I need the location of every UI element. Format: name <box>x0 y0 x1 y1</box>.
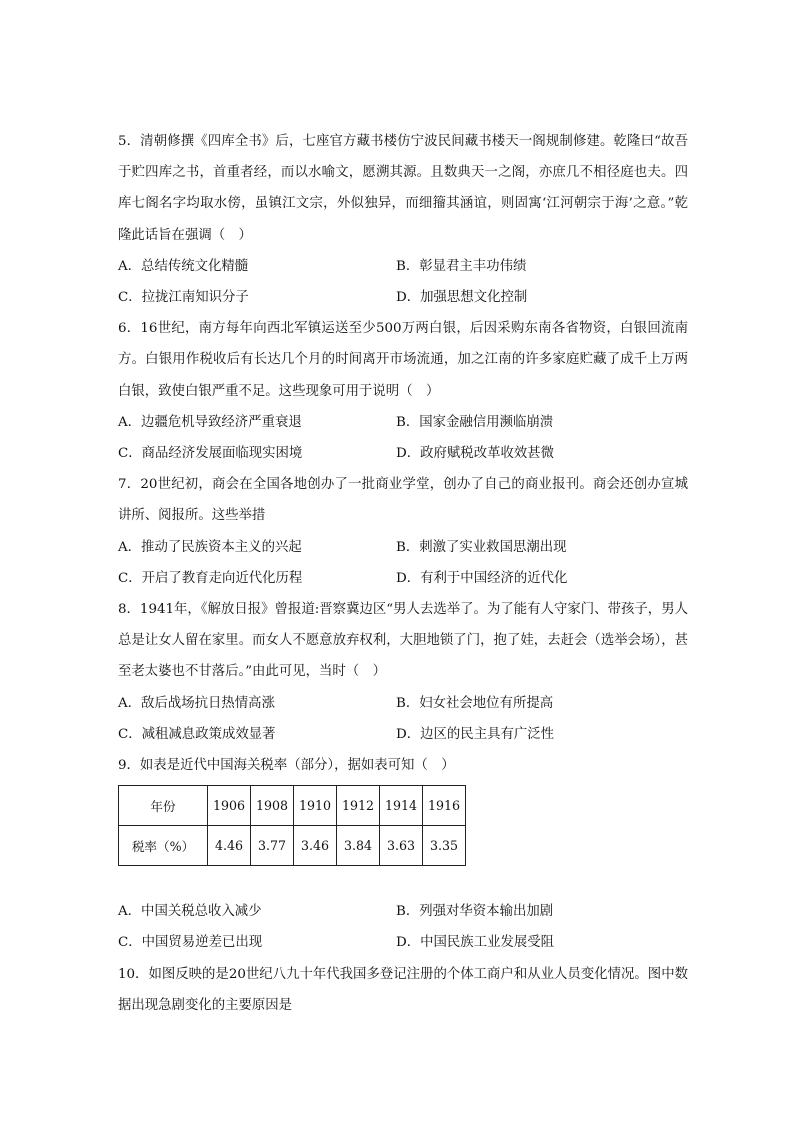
option-b[interactable]: B．列强对华资本输出加剧 <box>396 904 554 920</box>
table-row <box>119 826 466 866</box>
option-a[interactable]: A．总结传统文化精髓 <box>118 258 249 274</box>
question-stem: 10．如图反映的是20世纪八九十年代我国多登记注册的个体工商户和从业人员变化情况。图中数据出现急剧变化的主要原因是 <box>118 966 688 1013</box>
table-rate-cell: 3.77 <box>251 826 294 866</box>
table-rate-cell: 3.84 <box>337 826 380 866</box>
question-9 <box>118 750 688 959</box>
table-rate-cell: 3.35 <box>423 826 466 866</box>
option-b[interactable]: B．刺激了实业救国思潮出现 <box>396 539 567 555</box>
option-c[interactable]: C．减租减息政策成效显著 <box>118 726 276 742</box>
question-list <box>118 126 688 1021</box>
table-rate-cell: 3.63 <box>380 826 423 866</box>
question-stem: 7．20世纪初，商会在全国各地创办了一批商业学堂，创办了自己的商业报刊。商会还创办宣城讲所、阅报所。这些举措 <box>118 477 688 524</box>
table-year-cell: 1916 <box>423 786 466 826</box>
option-grid <box>118 407 688 469</box>
table-year-cell: 1910 <box>294 786 337 826</box>
option-grid <box>118 896 688 958</box>
option-c[interactable]: C．中国贸易逆差已出现 <box>118 935 263 951</box>
question-stem: 8．1941年，《解放日报》曾报道:晋察冀边区“男人去选举了。为了能有人守家门、带孩子，男人总是让女人留在家里。而女人不愿意放弃权利，大胆地锁了门，抱了娃，去赶会（选举会场），甚至老太婆也不甘落后。”由此可见，当时（ ） <box>118 602 688 680</box>
option-a[interactable]: A．边疆危机导致经济严重衰退 <box>118 414 302 430</box>
option-d[interactable]: D．政府赋税改革收效甚微 <box>396 446 555 462</box>
table-row-label: 税率（%） <box>119 826 208 866</box>
table-header-row <box>119 786 466 826</box>
option-b[interactable]: B．妇女社会地位有所提高 <box>396 695 554 711</box>
option-a[interactable]: A．推动了民族资本主义的兴起 <box>118 539 302 555</box>
question-5 <box>118 126 688 313</box>
option-b[interactable]: B．彰显君主丰功伟绩 <box>396 258 527 274</box>
option-grid <box>118 532 688 594</box>
table-rate-cell: 3.46 <box>294 826 337 866</box>
option-c[interactable]: C．商品经济发展面临现实困境 <box>118 446 303 462</box>
question-10 <box>118 959 688 1021</box>
option-c[interactable]: C．开启了教育走向近代化历程 <box>118 570 303 586</box>
tariff-rate-table <box>118 785 466 866</box>
question-stem: 9．如表是近代中国海关税率（部分），据如表可知（ ） <box>118 758 455 774</box>
table-year-cell: 1914 <box>380 786 423 826</box>
option-b[interactable]: B．国家金融信用濒临崩溃 <box>396 414 554 430</box>
table-year-cell: 1912 <box>337 786 380 826</box>
option-d[interactable]: D．加强思想文化控制 <box>396 290 528 306</box>
question-7 <box>118 469 688 594</box>
option-c[interactable]: C．拉拢江南知识分子 <box>118 290 249 306</box>
option-a[interactable]: A．中国关税总收入减少 <box>118 904 262 920</box>
table-year-cell: 1906 <box>208 786 251 826</box>
option-d[interactable]: D．边区的民主具有广泛性 <box>396 726 555 742</box>
question-8 <box>118 594 688 750</box>
table-header-label: 年份 <box>119 786 208 826</box>
option-d[interactable]: D．有利于中国经济的近代化 <box>396 570 568 586</box>
question-stem: 6．16世纪，南方每年向西北军镇运送至少500万两白银，后因采购东南各省物资，白银回流南方。白银用作税收后有长达几个月的时间离开市场流通，加之江南的许多家庭贮藏了成千上万两白银，致使白银严重不足。这些现象可用于说明（ ） <box>118 321 688 399</box>
option-d[interactable]: D．中国民族工业发展受阻 <box>396 935 555 951</box>
option-grid <box>118 688 688 750</box>
option-grid <box>118 251 688 313</box>
table-year-cell: 1908 <box>251 786 294 826</box>
question-6 <box>118 313 688 469</box>
option-a[interactable]: A．敌后战场抗日热情高涨 <box>118 695 275 711</box>
table-rate-cell: 4.46 <box>208 826 251 866</box>
question-stem: 5．清朝修撰《四库全书》后，七座官方藏书楼仿宁波民间藏书楼天一阁规制修建。乾隆曰“故吾于贮四库之书，首重者经，而以水喻文，愿溯其源。且数典天一之阁，亦庶几不相径庭也夫。四库七阁名字均取水傍，虽镇江文宗，外似独异，而细籀其涵谊，则固寓‘江河朝宗于海’之意。”乾隆此话旨在强调（ ） <box>118 134 688 243</box>
